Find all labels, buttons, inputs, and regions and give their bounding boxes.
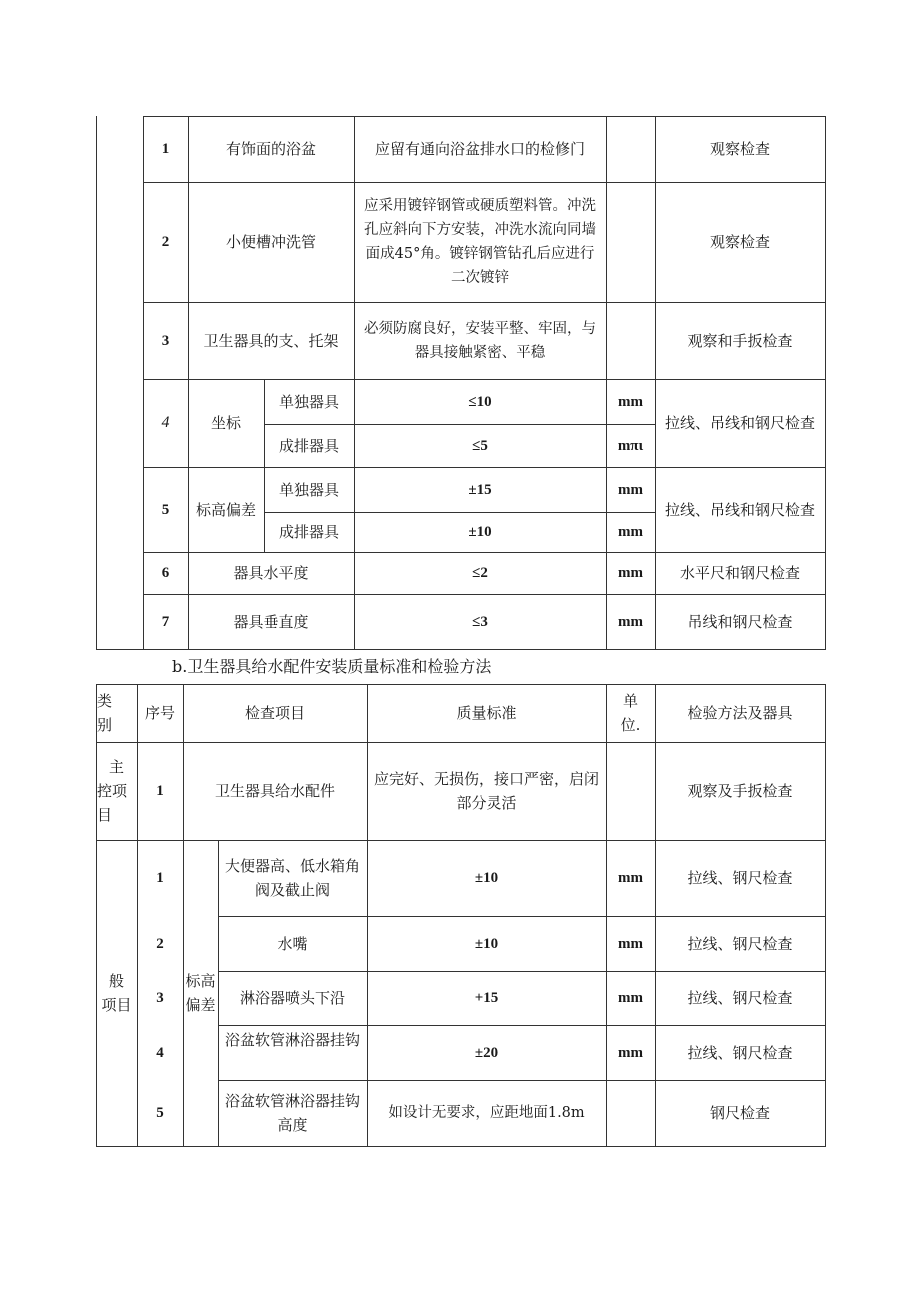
standard-line: 应完好、无损伤，接口严密，启闭 [373, 770, 599, 788]
row-standard: ≤2 [472, 565, 488, 581]
category-text: 目 [97, 806, 113, 824]
standard-line: 部分灵活 [456, 794, 517, 812]
row-standard: ≤3 [472, 613, 488, 630]
row-method: 观察检查 [709, 140, 770, 158]
item-line: 大便器高、低水箱角 [224, 857, 360, 875]
row-standard [354, 302, 606, 379]
row-item: 坐标 [210, 414, 241, 432]
sub-standard: ≤10 [468, 393, 492, 410]
row-unit [606, 182, 655, 302]
general-item: 淋浴器喷头下沿 [239, 989, 345, 1007]
row-no: 6 [161, 565, 170, 581]
header-item: 检查项目 [244, 704, 305, 722]
general-group [183, 840, 218, 1146]
main-item: 卫生器具给水配件 [214, 782, 335, 800]
sub-item: 成排器具 [278, 436, 339, 455]
general-no: 5 [156, 1105, 164, 1121]
general-item: 水嘴 [277, 934, 308, 953]
sub-unit: mm [618, 524, 643, 540]
row-method: 观察检查 [709, 233, 770, 251]
sub-standard: ±10 [468, 524, 492, 540]
sub-item: 成排器具 [278, 523, 339, 541]
general-category [96, 840, 137, 1146]
row-no: 4 [161, 414, 170, 431]
row-item: 器具水平度 [233, 564, 309, 582]
general-method: 拉线、钢尺检查 [687, 934, 793, 953]
main-method: 观察及手扳检查 [687, 782, 793, 800]
general-no: 2 [156, 935, 164, 952]
category-text: 般 [108, 972, 124, 990]
section-caption: b.卫生器具给水配件安装质量标准和检验方法 [172, 657, 492, 676]
general-standard: ±10 [474, 935, 499, 952]
sub-unit: mπι [617, 437, 644, 454]
header-category [96, 684, 137, 742]
row-no: 1 [161, 141, 170, 157]
header-text: 位. [620, 716, 641, 734]
general-standard: 如设计无要求，应距地面1.8m [388, 1105, 585, 1121]
row-method: 拉线、吊线和钢尺检查 [664, 414, 815, 432]
general-method: 钢尺检查 [709, 1104, 770, 1122]
general-method: 拉线、钢尺检查 [687, 869, 793, 887]
row-item: 有饰面的浴盆 [225, 140, 316, 158]
header-text: 别 [97, 716, 113, 734]
category-text: 项目 [101, 996, 132, 1014]
general-standard: ±10 [474, 870, 499, 886]
general-unit: mm [618, 990, 643, 1006]
sub-unit: mm [618, 393, 643, 410]
row-method: 水平尺和钢尺检查 [679, 564, 800, 582]
row-standard [354, 182, 606, 302]
row-method: 观察和手扳检查 [687, 331, 793, 350]
row-item: 标高偏差 [195, 500, 256, 519]
row-item: 卫生器具的支、托架 [203, 331, 339, 350]
row-item: 器具垂直度 [233, 612, 309, 631]
row-no: 2 [161, 234, 170, 250]
general-method: 拉线、钢尺检查 [687, 1043, 793, 1062]
row-unit: mm [618, 613, 643, 630]
row-standard: 应留有通向浴盆排水口的检修门 [374, 140, 585, 158]
sub-item: 单独器具 [278, 480, 339, 499]
main-no: 1 [156, 783, 164, 799]
item-line: 阀及截止阀 [254, 881, 330, 899]
header-text: 类 [97, 692, 113, 710]
general-unit: mm [618, 870, 643, 886]
general-no: 1 [156, 870, 164, 886]
standard-line: 面成45°角。镀锌钢管钻孔后应进行 [365, 246, 595, 262]
row-unit [606, 302, 655, 379]
general-item [218, 840, 367, 916]
standard-line: 必须防腐良好，安装平整、牢固，与 [364, 320, 596, 337]
general-unit: mm [618, 1044, 643, 1061]
row-no: 7 [161, 613, 170, 630]
category-text: 主 [109, 758, 125, 776]
general-item [218, 1080, 367, 1146]
general-standard: ±20 [474, 1044, 499, 1061]
standard-line: 二次镀锌 [451, 270, 509, 286]
group-text: 偏差 [185, 996, 216, 1014]
row-no: 3 [161, 332, 170, 349]
row-unit [606, 116, 655, 182]
general-unit: mm [618, 935, 643, 952]
general-no: 3 [156, 990, 164, 1006]
category-text: 控项 [97, 782, 128, 800]
row-method: 吊线和钢尺检查 [687, 612, 793, 631]
row-method: 拉线、吊线和钢尺检查 [664, 500, 815, 519]
main-category [96, 742, 137, 840]
general-method: 拉线、钢尺检查 [687, 989, 793, 1007]
general-item: 浴盆软管淋浴器挂钩 [224, 1031, 360, 1049]
sub-unit: mm [618, 481, 643, 498]
header-text: 单 [622, 692, 638, 710]
general-unit [606, 1080, 655, 1146]
row-no: 5 [161, 501, 170, 518]
sub-item: 单独器具 [278, 392, 339, 411]
row-unit: mm [618, 565, 643, 581]
main-standard [367, 742, 606, 840]
header-method: 检验方法及器具 [687, 704, 793, 722]
row-item: 小便槽冲洗管 [225, 233, 316, 251]
sub-standard: ±15 [468, 481, 492, 498]
header-unit [606, 684, 655, 742]
group-text: 标高 [185, 972, 216, 990]
general-no: 4 [156, 1044, 164, 1061]
item-line: 浴盆软管淋浴器挂钩 [224, 1092, 360, 1110]
item-line: 高度 [277, 1116, 308, 1134]
standard-line: 应采用镀锌钢管或硬质塑料管。冲洗 [364, 198, 596, 214]
header-standard: 质量标准 [456, 704, 517, 722]
standard-line: 孔应斜向下方安装，冲洗水流向同墙 [364, 222, 596, 238]
sub-standard: ≤5 [472, 437, 488, 454]
standard-line: 器具接触紧密、平稳 [414, 344, 546, 361]
header-no: 序号 [144, 704, 175, 722]
general-standard: +15 [474, 990, 499, 1006]
